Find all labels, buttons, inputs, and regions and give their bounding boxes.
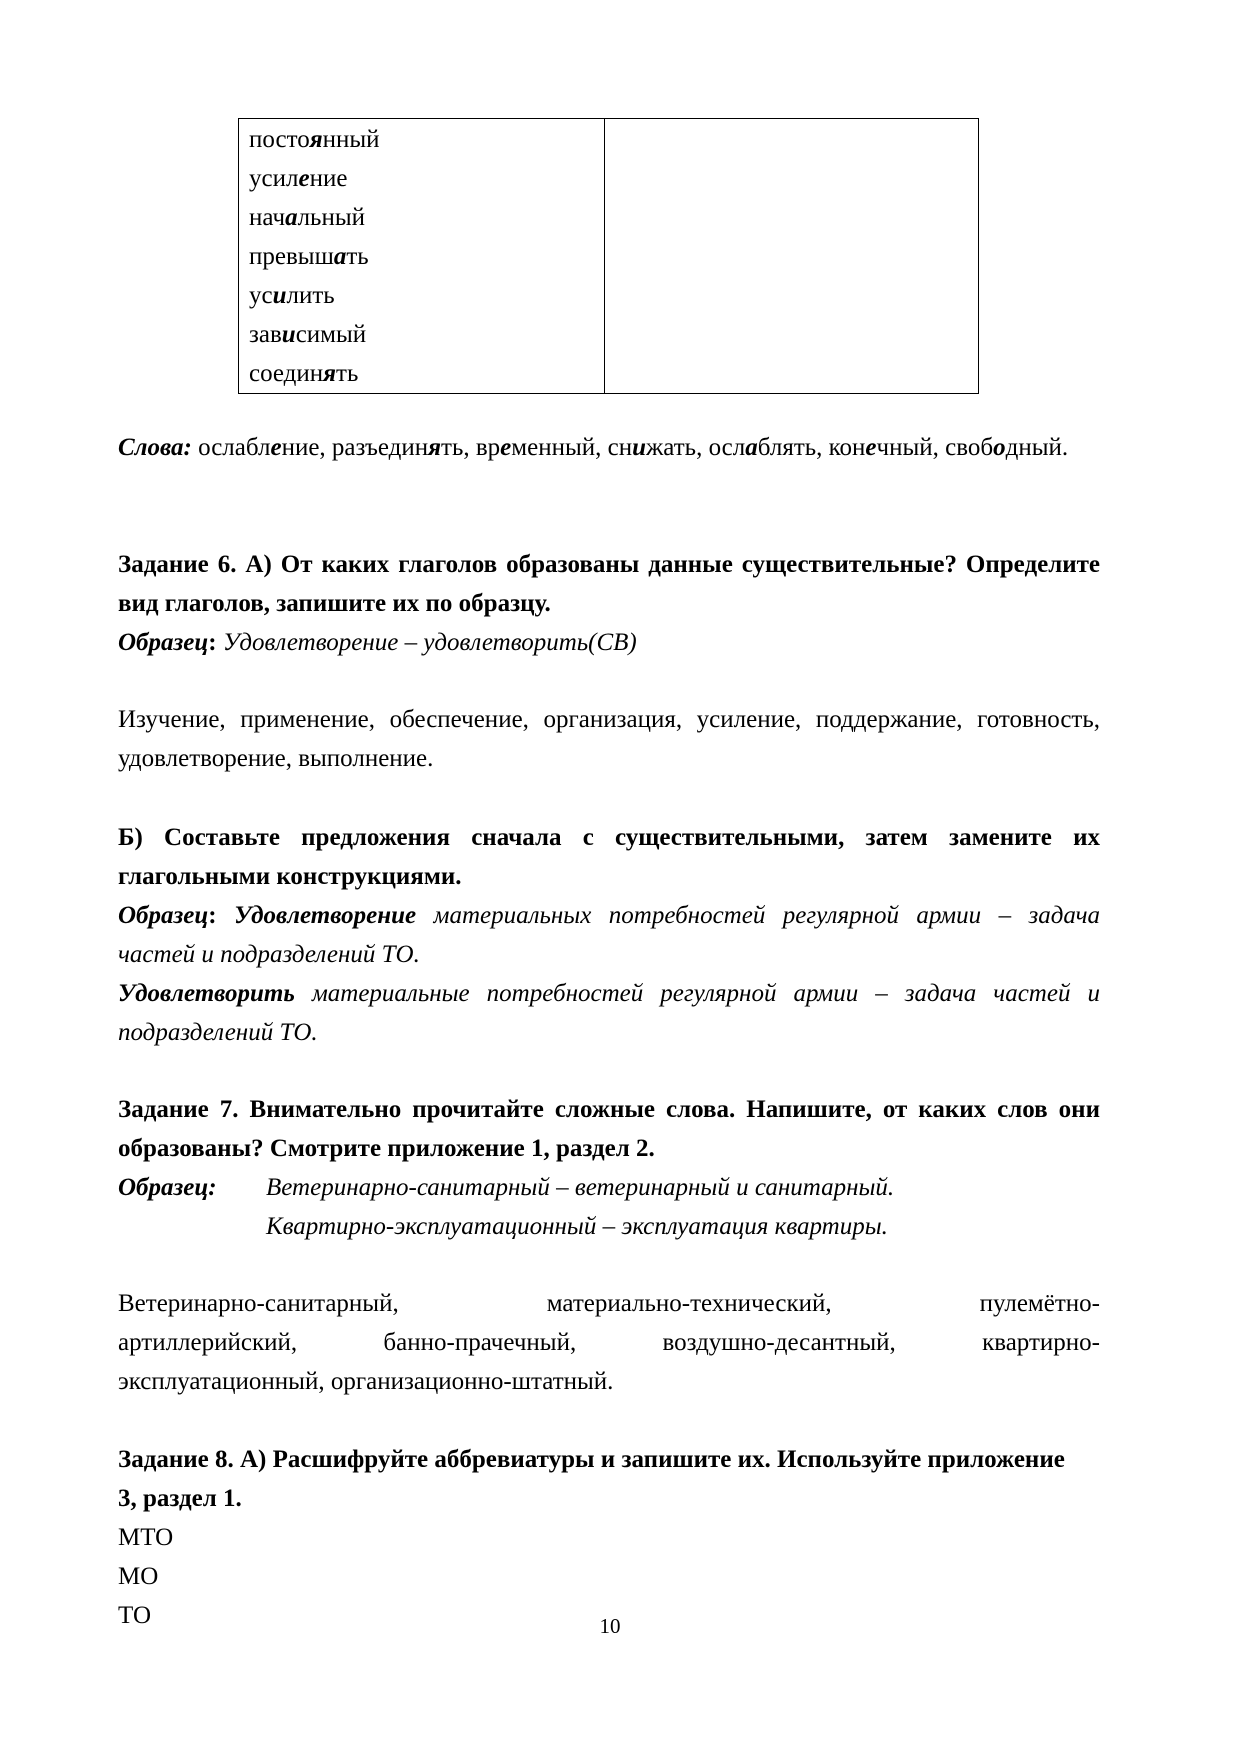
- list-item: МО: [118, 1563, 159, 1590]
- task6-heading: Задание 6. А) От каких глаголов образованы данные существительные? Определите вид глаголов, запишите их по образцу.: [118, 551, 1100, 617]
- list-item: ТО: [118, 1602, 151, 1629]
- table-row: зависимый: [249, 321, 367, 348]
- task6b-heading: Б) Составьте предложения сначала с существительными, затем замените их глагольными конструкциями.: [118, 824, 1100, 890]
- task7-sample-line-2: Квартирно-эксплуатационный – эксплуатация квартиры.: [266, 1213, 888, 1240]
- task7-word-list: Ветеринарно-санитарный, материально-технический, пулемётно- артиллерийский, банно-прачечный, воздушно-десантный, квартирно- эксплуатационный, организационно-штатный.: [118, 1290, 1100, 1395]
- task7-sample: [118, 1168, 1100, 1246]
- page-number: 10: [599, 1614, 621, 1638]
- task7-sample-line-1: Ветеринарно-санитарный – ветеринарный и санитарный.: [266, 1174, 895, 1201]
- task7-sample-label: Образец:: [118, 1174, 217, 1201]
- table-row: превышать: [249, 243, 369, 270]
- task7-heading: Задание 7. Внимательно прочитайте сложные слова. Напишите, от каких слов они образованы? Смотрите приложение 1, раздел 2.: [118, 1096, 1100, 1162]
- table-row: начальный: [249, 204, 365, 231]
- words-label: Слова:: [118, 434, 192, 461]
- task8-heading: Задание 8. А) Расшифруйте аббревиатуры и запишите их. Используйте приложение 3, раздел 1.: [118, 1446, 1065, 1512]
- task6-word-list: Изучение, применение, обеспечение, организация, усиление, поддержание, готовность, удовлетворение, выполнение.: [118, 706, 1100, 772]
- words-table: [238, 118, 979, 394]
- task6b-sample-2: Удовлетворить материальные потребностей регулярной армии – задача частей и подразделений ТО.: [118, 980, 1100, 1046]
- table-row: усиление: [249, 165, 348, 192]
- words-paragraph: Слова: ослабление, разъединять, временный, снижать, ослаблять, конечный, свободный.: [118, 434, 1069, 461]
- task6-sample: Образец: Удовлетворение – удовлетворить(СВ): [118, 629, 637, 656]
- table-row: соединять: [249, 360, 359, 387]
- table-row: постоянный: [249, 126, 380, 153]
- table-row: усилить: [249, 282, 335, 309]
- task6b-sample: Образец: Удовлетворение материальных потребностей регулярной армии – задача частей и подразделений ТО.: [118, 902, 1101, 968]
- list-item: МТО: [118, 1524, 174, 1551]
- words-table-left-cell: [239, 119, 605, 394]
- words-table-answer-cell[interactable]: [605, 119, 979, 394]
